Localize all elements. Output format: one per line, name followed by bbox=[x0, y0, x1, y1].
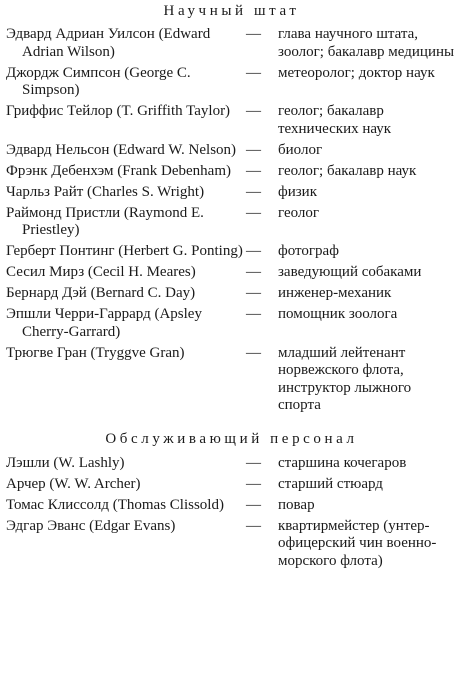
dash-separator: — bbox=[246, 306, 261, 322]
staff-name: Гриффис Тейлор (T. Griffith Taylor) bbox=[6, 103, 231, 119]
staff-name: Эдвард Адриан Уилсон (Edward Adrian Wilson) bbox=[6, 26, 211, 60]
dash-separator: — bbox=[246, 475, 261, 492]
staff-name: Эдвард Нельсон (Edward W. Nelson) bbox=[6, 141, 237, 158]
staff-name: Трюгве Гран (Tryggve Gran) bbox=[6, 344, 185, 361]
dash-separator: — bbox=[246, 243, 261, 259]
staff-row bbox=[6, 518, 457, 571]
staff-row bbox=[6, 103, 457, 138]
dash-separator: — bbox=[246, 344, 261, 361]
staff-name: Лэшли (W. Lashly) bbox=[6, 454, 125, 471]
dash-separator: — bbox=[246, 285, 261, 301]
staff-name: Арчер (W. W. Archer) bbox=[6, 475, 141, 492]
staff-row bbox=[6, 243, 457, 261]
staff-name: Томас Клиссолд (Thomas Clissold) bbox=[6, 496, 224, 513]
staff-role: глава научного штата, зоолог; бакалавр медицины bbox=[278, 26, 455, 60]
staff-name: Сесил Мирз (Cecil H. Meares) bbox=[6, 264, 196, 280]
staff-role: инженер-механик bbox=[278, 285, 392, 301]
staff-role: повар bbox=[278, 496, 315, 513]
staff-role: фотограф bbox=[278, 243, 339, 259]
dash-separator: — bbox=[246, 141, 261, 158]
staff-row bbox=[6, 476, 457, 494]
staff-role: заведующий собаками bbox=[278, 264, 422, 280]
staff-row bbox=[6, 26, 457, 61]
staff-row bbox=[6, 306, 457, 341]
staff-row bbox=[6, 345, 457, 415]
staff-row bbox=[6, 264, 457, 282]
section-heading-scientific-staff: Научный штат bbox=[163, 3, 300, 19]
staff-name: Чарльз Райт (Charles S. Wright) bbox=[6, 183, 205, 200]
staff-role: метеоролог; доктор наук bbox=[278, 64, 435, 81]
staff-row bbox=[6, 205, 457, 240]
dash-separator: — bbox=[246, 26, 261, 42]
dash-separator: — bbox=[246, 204, 261, 221]
staff-row bbox=[6, 455, 457, 473]
staff-role: биолог bbox=[278, 141, 323, 158]
staff-row bbox=[6, 184, 457, 202]
staff-role: геолог; бакалавр технических наук bbox=[278, 103, 392, 137]
staff-role: старшина кочегаров bbox=[278, 454, 407, 471]
staff-row bbox=[6, 285, 457, 303]
dash-separator: — bbox=[246, 103, 261, 119]
staff-role: старший стюард bbox=[278, 475, 383, 492]
dash-separator: — bbox=[246, 496, 261, 513]
staff-role: геолог; бакалавр наук bbox=[278, 162, 417, 179]
scientific-staff-list bbox=[6, 26, 457, 415]
staff-name: Фрэнк Дебенхэм (Frank Debenham) bbox=[6, 162, 231, 179]
dash-separator: — bbox=[246, 517, 261, 534]
staff-row bbox=[6, 163, 457, 181]
staff-role: младший лейтенант норвежского флота, инструктор лыжного спорта bbox=[278, 344, 412, 413]
staff-role: физик bbox=[278, 183, 317, 200]
dash-separator: — bbox=[246, 162, 261, 179]
dash-separator: — bbox=[246, 264, 261, 280]
staff-row bbox=[6, 142, 457, 160]
staff-name: Эдгар Эванс (Edgar Evans) bbox=[6, 517, 176, 534]
staff-row bbox=[6, 65, 457, 100]
staff-name: Джордж Симпсон (George C. Simpson) bbox=[6, 64, 191, 98]
section-heading-service-staff: Обслуживающий персонал bbox=[105, 430, 358, 447]
staff-role: геолог bbox=[278, 204, 320, 221]
staff-role: квартирмейстер (унтер-офицерский чин военно-морского флота) bbox=[278, 517, 437, 569]
staff-role: помощник зоолога bbox=[278, 306, 398, 322]
staff-name: Бернард Дэй (Bernard C. Day) bbox=[6, 285, 196, 301]
service-staff-list bbox=[6, 455, 457, 571]
staff-name: Герберт Понтинг (Herbert G. Ponting) bbox=[6, 243, 243, 259]
staff-name: Раймонд Пристли (Raymond E. Priestley) bbox=[6, 204, 204, 238]
dash-separator: — bbox=[246, 454, 261, 471]
document-page bbox=[0, 1, 461, 674]
dash-separator: — bbox=[246, 183, 261, 200]
staff-name: Эпшли Черри-Гаррард (Apsley Cherry-Garrard) bbox=[6, 306, 202, 340]
dash-separator: — bbox=[246, 64, 261, 81]
staff-row bbox=[6, 497, 457, 515]
